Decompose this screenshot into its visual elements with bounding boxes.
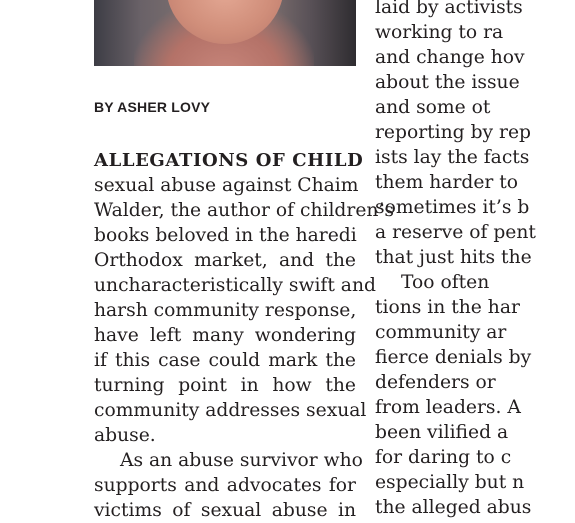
author-photo xyxy=(94,0,356,66)
article-line: and change hov xyxy=(375,47,525,68)
article-lead-in: ALLEGATIONS OF CHILD xyxy=(94,150,364,171)
article-column-left xyxy=(94,148,394,523)
article-line: from leaders. A xyxy=(375,397,521,418)
article-line: the alleged abus xyxy=(375,497,532,518)
article-line: them harder to xyxy=(375,172,519,193)
article-line: defenders or xyxy=(375,372,496,393)
article-line: sometimes it’s b xyxy=(375,197,530,218)
article-line: Orthodox market, and the xyxy=(94,250,356,271)
article-line: that just hits the xyxy=(375,247,532,268)
article-line: harsh community response, xyxy=(94,300,357,321)
article-line: abuse. xyxy=(94,425,156,446)
article-column-right xyxy=(375,0,575,520)
article-line: reporting by rep xyxy=(375,122,531,143)
article-line: tions in the har xyxy=(375,297,520,318)
article-line: been vilified a xyxy=(375,422,509,443)
article-line: for daring to c xyxy=(375,447,512,468)
byline: BY ASHER LOVY xyxy=(94,99,211,115)
article-line: a reserve of pent xyxy=(375,222,536,243)
article-line: laid by activists xyxy=(375,0,523,18)
article-line: supports and advocates for xyxy=(94,475,356,496)
article-line: fierce denials by xyxy=(375,347,532,368)
article-line: community addresses sexual xyxy=(94,400,367,421)
article-line: turning point in how the xyxy=(94,375,356,396)
article-line: if this case could mark the xyxy=(94,350,356,371)
article-line: ists lay the facts xyxy=(375,147,530,168)
article-line: uncharacteristically swift and xyxy=(94,275,376,296)
article-line: and some ot xyxy=(375,97,491,118)
article-line: working to ra xyxy=(375,22,504,43)
article-line: about the issue xyxy=(375,72,520,93)
article-line: As an abuse survivor who xyxy=(120,450,363,471)
article-line: have left many wondering xyxy=(94,325,356,346)
article-line: victims of sexual abuse in xyxy=(94,500,356,521)
article-line: Walder, the author of children’s xyxy=(94,200,394,221)
article-line: especially but n xyxy=(375,472,525,493)
article-line: community ar xyxy=(375,322,507,343)
article-line: sexual abuse against Chaim xyxy=(94,175,359,196)
article-line: books beloved in the haredi xyxy=(94,225,357,246)
article-line: Too often xyxy=(401,272,490,293)
